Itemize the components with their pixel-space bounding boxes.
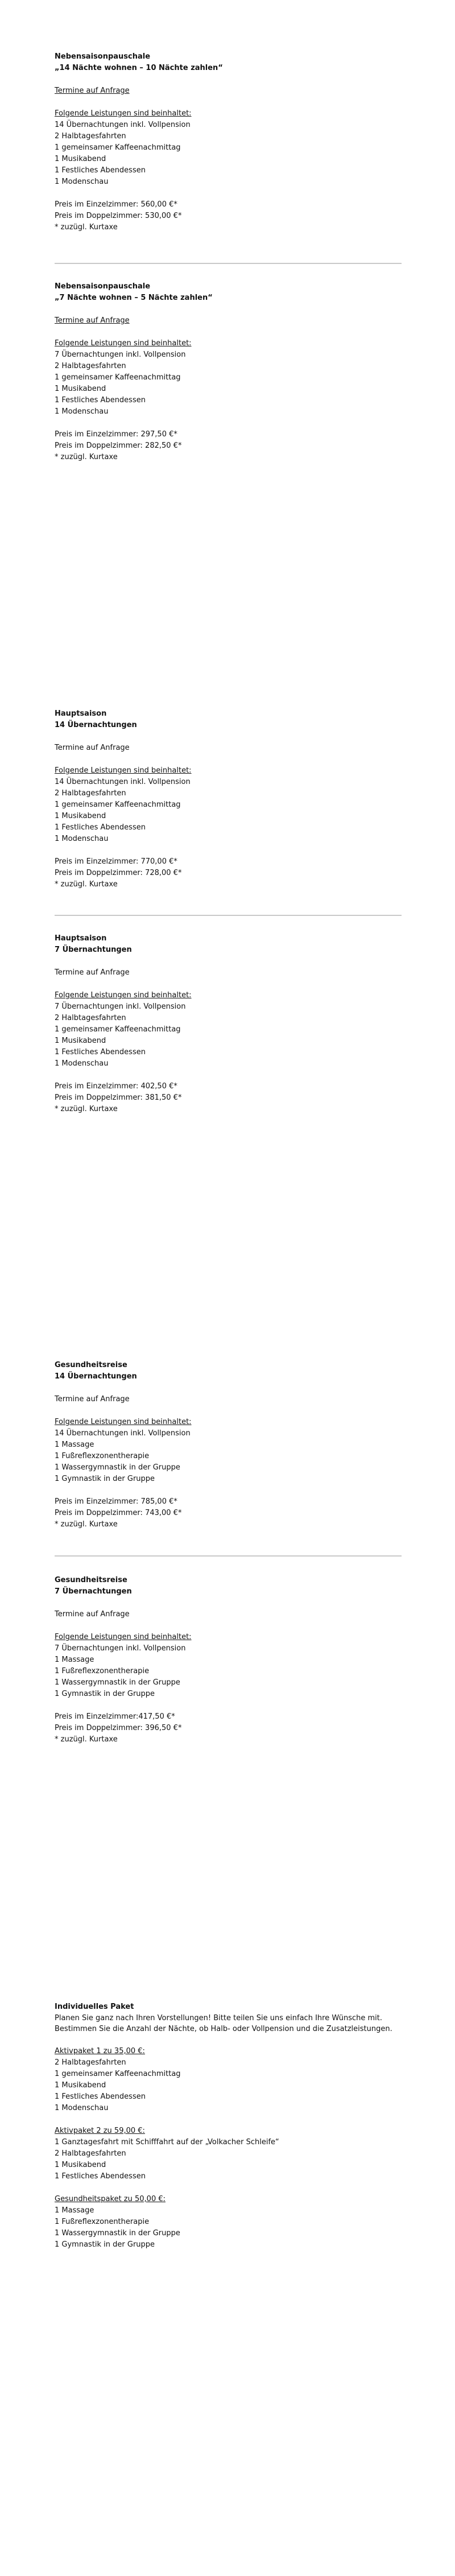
service-item: 1 gemeinsamer Kaffeenachmittag	[55, 143, 181, 152]
section-divider	[55, 1555, 402, 1557]
service-item: 1 Festliches Abendessen	[55, 166, 146, 175]
service-item: 1 Musikabend	[55, 1037, 106, 1045]
service-item: 7 Übernachtungen inkl. Vollpension	[55, 1002, 186, 1011]
service-item: 1 Festliches Abendessen	[55, 823, 146, 832]
services-heading: Folgende Leistungen sind beinhaltet:	[55, 339, 192, 348]
package-title: Nebensaisonpauschale	[55, 282, 151, 291]
package-title: Hauptsaison	[55, 934, 107, 943]
service-item: 1 gemeinsamer Kaffeenachmittag	[55, 373, 181, 382]
service-item: 1 Modenschau	[55, 407, 109, 416]
package-item: 1 Musikabend	[55, 2161, 106, 2169]
package-subtitle: „14 Nächte wohnen – 10 Nächte zahlen“	[55, 64, 223, 72]
service-item: 14 Übernachtungen inkl. Vollpension	[55, 121, 191, 129]
package-title: Gesundheitsreise	[55, 1576, 127, 1584]
services-heading: Folgende Leistungen sind beinhaltet:	[55, 991, 192, 1000]
section-divider	[55, 263, 402, 264]
package-subtitle: 7 Übernachtungen	[55, 946, 132, 954]
price-double: Preis im Doppelzimmer: 530,00 €*	[55, 212, 182, 220]
price-note: * zuzügl. Kurtaxe	[55, 1105, 118, 1113]
package-item: 1 gemeinsamer Kaffeenachmittag	[55, 2070, 181, 2078]
package-subtitle: „7 Nächte wohnen – 5 Nächte zahlen“	[55, 294, 213, 302]
price-double: Preis im Doppelzimmer: 282,50 €*	[55, 441, 182, 450]
service-item: 1 Gymnastik in der Gruppe	[55, 1475, 155, 1483]
package-nebensaison-14	[55, 51, 402, 233]
service-item: 1 Wassergymnastik in der Gruppe	[55, 1678, 180, 1687]
dates-text: Termine auf Anfrage	[55, 744, 130, 752]
services-heading: Folgende Leistungen sind beinhaltet:	[55, 766, 192, 775]
price-double: Preis im Doppelzimmer: 381,50 €*	[55, 1093, 182, 1102]
gesundheitspaket-link[interactable]: Gesundheitspaket zu 50,00 €:	[55, 2195, 166, 2203]
dates-text: Termine auf Anfrage	[55, 1395, 130, 1403]
service-item: 1 Modenschau	[55, 177, 109, 186]
package-item: 2 Halbtagesfahrten	[55, 2149, 126, 2158]
price-note: * zuzügl. Kurtaxe	[55, 223, 118, 232]
price-note: * zuzügl. Kurtaxe	[55, 453, 118, 461]
package-item: 1 Fußreflexzonentherapie	[55, 2218, 150, 2226]
price-single: Preis im Einzelzimmer: 402,50 €*	[55, 1082, 177, 1091]
package-item: 1 Wassergymnastik in der Gruppe	[55, 2229, 180, 2238]
price-single: Preis im Einzelzimmer: 297,50 €*	[55, 430, 177, 439]
dates-text: Termine auf Anfrage	[55, 1610, 130, 1619]
price-note: * zuzügl. Kurtaxe	[55, 880, 118, 889]
service-item: 1 Festliches Abendessen	[55, 1048, 146, 1056]
individual-package	[55, 2001, 402, 2251]
package-gesundheit-14	[55, 1360, 402, 1530]
package-hauptsaison-14	[55, 708, 402, 890]
package-item: 2 Halbtagesfahrten	[55, 2058, 126, 2067]
package-item: 1 Musikabend	[55, 2081, 106, 2090]
price-single: Preis im Einzelzimmer: 560,00 €*	[55, 200, 177, 209]
package-hauptsaison-7	[55, 933, 402, 1115]
service-item: 1 Massage	[55, 1440, 94, 1449]
service-item: 1 Wassergymnastik in der Gruppe	[55, 1463, 180, 1472]
services-heading: Folgende Leistungen sind beinhaltet:	[55, 109, 192, 118]
service-item: 14 Übernachtungen inkl. Vollpension	[55, 778, 191, 786]
service-item: 1 gemeinsamer Kaffeenachmittag	[55, 1025, 181, 1034]
service-item: 2 Halbtagesfahrten	[55, 789, 126, 798]
service-item: 1 Musikabend	[55, 812, 106, 820]
dates-link[interactable]: Termine auf Anfrage	[55, 316, 130, 325]
service-item: 1 Massage	[55, 1656, 94, 1664]
service-item: 1 Musikabend	[55, 155, 106, 163]
price-double: Preis im Doppelzimmer: 743,00 €*	[55, 1509, 182, 1517]
price-note: * zuzügl. Kurtaxe	[55, 1735, 118, 1744]
section-divider	[55, 915, 402, 916]
dates-text: Termine auf Anfrage	[55, 968, 130, 977]
package-item: 1 Ganztagesfahrt mit Schifffahrt auf der „Volkacher Schleife“	[55, 2138, 279, 2146]
package-item: 1 Festliches Abendessen	[55, 2092, 146, 2101]
individual-intro: Planen Sie ganz nach Ihren Vorstellungen! Bitte teilen Sie uns einfach Ihre Wünsche mit. Bestimmen Sie die Anzahl der Nächte, ob Halb- oder Vollpension und die Zusatzleistungen.	[55, 2014, 392, 2033]
package-title: Gesundheitsreise	[55, 1361, 127, 1369]
aktivpaket-2-link[interactable]: Aktivpaket 2 zu 59,00 €:	[55, 2127, 145, 2135]
price-single: Preis im Einzelzimmer: 770,00 €*	[55, 857, 177, 866]
price-note: * zuzügl. Kurtaxe	[55, 1520, 118, 1529]
package-item: 1 Massage	[55, 2206, 94, 2215]
package-subtitle: 14 Übernachtungen	[55, 1372, 137, 1381]
package-item: 1 Festliches Abendessen	[55, 2172, 146, 2181]
service-item: 1 Musikabend	[55, 385, 106, 393]
package-subtitle: 14 Übernachtungen	[55, 721, 137, 729]
dates-link[interactable]: Termine auf Anfrage	[55, 86, 130, 95]
price-single: Preis im Einzelzimmer: 785,00 €*	[55, 1497, 177, 1506]
service-item: 1 Fußreflexzonentherapie	[55, 1452, 150, 1460]
service-item: 1 gemeinsamer Kaffeenachmittag	[55, 800, 181, 809]
services-heading: Folgende Leistungen sind beinhaltet:	[55, 1418, 192, 1426]
individual-title: Individuelles Paket	[55, 2003, 134, 2011]
package-nebensaison-7	[55, 281, 402, 463]
service-item: 1 Fußreflexzonentherapie	[55, 1667, 150, 1675]
package-subtitle: 7 Übernachtungen	[55, 1587, 132, 1596]
package-item: 1 Gymnastik in der Gruppe	[55, 2240, 155, 2249]
service-item: 1 Gymnastik in der Gruppe	[55, 1690, 155, 1698]
price-double: Preis im Doppelzimmer: 728,00 €*	[55, 869, 182, 877]
service-item: 2 Halbtagesfahrten	[55, 132, 126, 141]
services-heading: Folgende Leistungen sind beinhaltet:	[55, 1633, 192, 1641]
service-item: 2 Halbtagesfahrten	[55, 362, 126, 370]
service-item: 1 Modenschau	[55, 835, 109, 843]
service-item: 1 Festliches Abendessen	[55, 396, 146, 404]
service-item: 7 Übernachtungen inkl. Vollpension	[55, 350, 186, 359]
price-double: Preis im Doppelzimmer: 396,50 €*	[55, 1724, 182, 1732]
service-item: 2 Halbtagesfahrten	[55, 1014, 126, 1022]
package-gesundheit-7	[55, 1575, 402, 1745]
price-single: Preis im Einzelzimmer:417,50 €*	[55, 1712, 175, 1721]
service-item: 1 Modenschau	[55, 1059, 109, 1068]
package-item: 1 Modenschau	[55, 2104, 109, 2112]
package-title: Nebensaisonpauschale	[55, 52, 151, 61]
service-item: 14 Übernachtungen inkl. Vollpension	[55, 1429, 191, 1438]
service-item: 7 Übernachtungen inkl. Vollpension	[55, 1644, 186, 1653]
package-title: Hauptsaison	[55, 709, 107, 718]
aktivpaket-1-link[interactable]: Aktivpaket 1 zu 35,00 €:	[55, 2047, 145, 2055]
